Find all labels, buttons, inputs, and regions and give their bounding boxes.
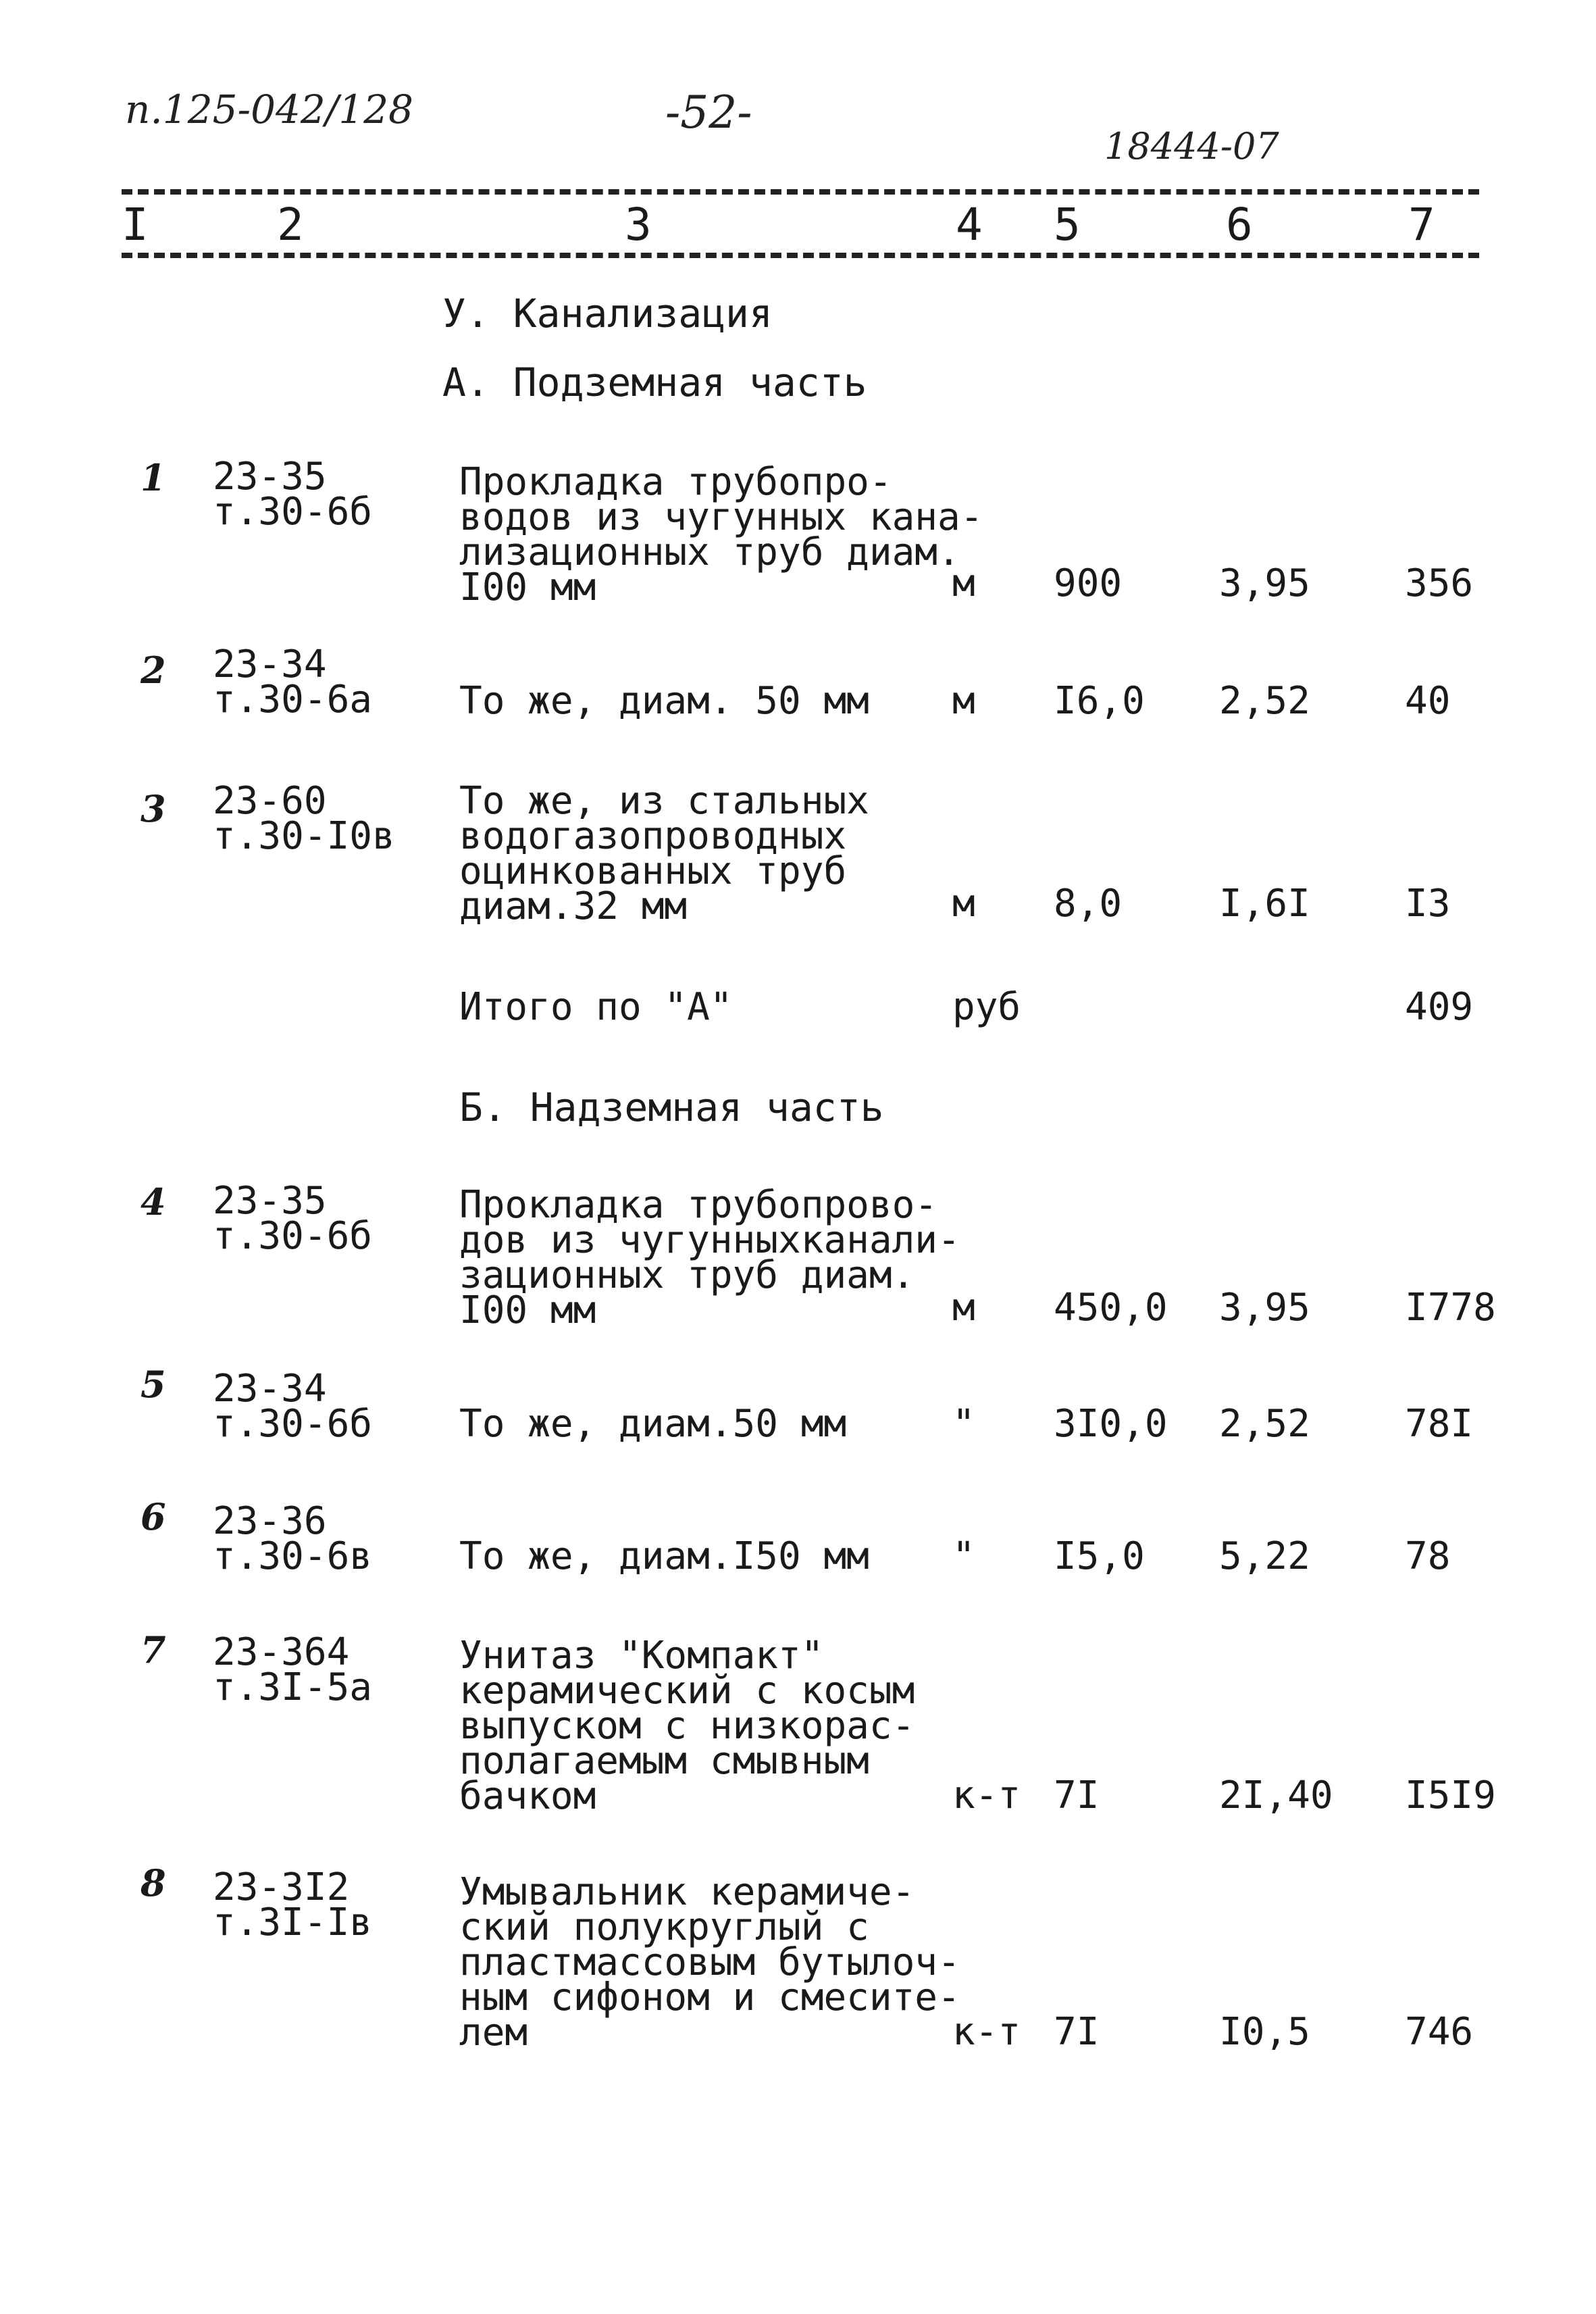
row-quantity: 900 xyxy=(1054,561,1123,605)
row-number: 7 xyxy=(140,1628,166,1671)
row-number: 3 xyxy=(140,787,166,830)
row-quantity: 7I xyxy=(1054,1774,1100,1817)
row-price: 2I,40 xyxy=(1219,1774,1333,1817)
row-quantity: 3I0,0 xyxy=(1054,1402,1168,1446)
column-header-2: 2 xyxy=(277,199,304,251)
column-header-7: 7 xyxy=(1408,199,1435,251)
row-code: 23-60 т.30-I0в xyxy=(213,779,395,858)
column-header-6: 6 xyxy=(1226,199,1253,251)
row-total: I778 xyxy=(1405,1286,1496,1330)
row-number: 2 xyxy=(140,649,166,692)
row-quantity: I6,0 xyxy=(1054,679,1145,723)
row-number: 6 xyxy=(140,1495,166,1538)
subtotal-total: 409 xyxy=(1405,985,1474,1029)
row-unit: " xyxy=(952,1402,975,1446)
row-unit: м xyxy=(952,561,975,605)
page-number: -52- xyxy=(665,86,752,139)
row-total: 78I xyxy=(1405,1402,1474,1446)
archive-reference: п.125-042/128 xyxy=(125,86,414,132)
row-description: Прокладка трубопрово- дов из чугунныхканали- зационных труб диам. I00 мм xyxy=(459,1183,960,1332)
row-price: I0,5 xyxy=(1219,2010,1310,2054)
row-total: I5I9 xyxy=(1405,1774,1496,1817)
document-number: 18444-07 xyxy=(1104,125,1279,168)
header-rule-top xyxy=(122,189,1479,195)
row-unit: м xyxy=(952,882,975,926)
row-description: Прокладка трубопро- водов из чугунных кана- лизационных труб диам. I00 мм xyxy=(459,460,983,609)
row-number: 4 xyxy=(140,1180,166,1224)
row-unit: к-т xyxy=(952,1774,1021,1817)
column-header-5: 5 xyxy=(1054,199,1081,251)
row-price: 5,22 xyxy=(1219,1534,1310,1578)
row-number: 1 xyxy=(140,456,166,499)
row-total: 78 xyxy=(1405,1534,1451,1578)
row-description: То же, диам.I50 мм xyxy=(459,1534,869,1578)
column-header-3: 3 xyxy=(625,199,652,251)
column-header-4: 4 xyxy=(956,199,983,251)
row-code: 23-36 т.30-6в xyxy=(213,1499,373,1578)
row-code: 23-364 т.3I-5а xyxy=(213,1630,373,1709)
header-rule-bottom xyxy=(122,253,1479,258)
row-price: 3,95 xyxy=(1219,561,1310,605)
row-number: 8 xyxy=(140,1861,166,1905)
row-total: I3 xyxy=(1405,882,1451,926)
row-code: 23-3I2 т.3I-Iв xyxy=(213,1865,373,1944)
row-unit: м xyxy=(952,679,975,723)
row-quantity: I5,0 xyxy=(1054,1534,1145,1578)
row-unit: " xyxy=(952,1534,975,1578)
row-description: То же, диам. 50 мм xyxy=(459,679,869,723)
row-unit: м xyxy=(952,1286,975,1330)
row-total: 356 xyxy=(1405,561,1474,605)
row-number: 5 xyxy=(140,1363,166,1406)
row-code: 23-35 т.30-6б xyxy=(213,1179,373,1258)
row-price: 2,52 xyxy=(1219,1402,1310,1446)
row-unit: к-т xyxy=(952,2010,1021,2054)
row-code: 23-34 т.30-6б xyxy=(213,1367,373,1446)
row-total: 746 xyxy=(1405,2010,1474,2054)
subtotal-unit: руб xyxy=(952,985,1021,1029)
column-header-1: I xyxy=(122,199,149,251)
row-total: 40 xyxy=(1405,679,1451,723)
row-description: То же, диам.50 мм xyxy=(459,1402,847,1446)
row-quantity: 450,0 xyxy=(1054,1286,1168,1330)
row-description: То же, из стальных водогазопроводных оцинкованных труб диам.32 мм xyxy=(459,779,869,928)
row-price: 3,95 xyxy=(1219,1286,1310,1330)
row-quantity: 7I xyxy=(1054,2010,1100,2054)
subtotal-label: Итого по "А" xyxy=(459,985,733,1029)
section-title: У. Канализация xyxy=(442,291,773,336)
part-a-title: А. Подземная часть xyxy=(442,359,867,405)
row-code: 23-34 т.30-6а xyxy=(213,643,373,722)
row-code: 23-35 т.30-6б xyxy=(213,455,373,534)
row-price: I,6I xyxy=(1219,882,1310,926)
row-price: 2,52 xyxy=(1219,679,1310,723)
part-b-title: Б. Надземная часть xyxy=(459,1084,884,1130)
row-quantity: 8,0 xyxy=(1054,882,1123,926)
row-description: Унитаз "Компакт" керамический с косым выпуском с низкорас- полагаемым смывным бачком xyxy=(459,1634,915,1818)
row-description: Умывальник керамиче- ский полукруглый с пластмассовым бутылоч- ным сифоном и смесите- лем xyxy=(459,1870,960,2055)
